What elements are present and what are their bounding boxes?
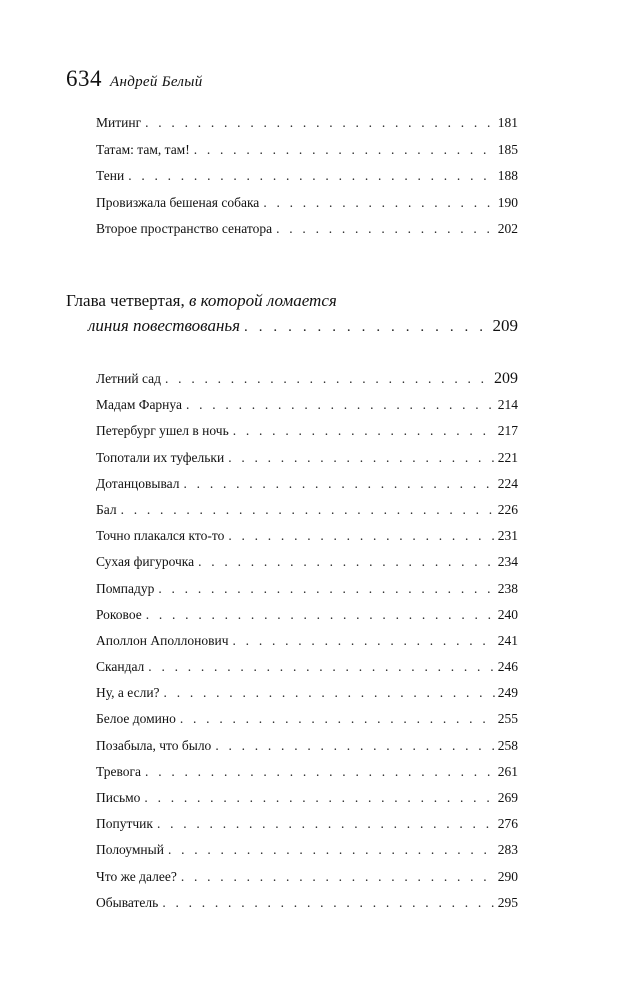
toc-entry-title: Летний сад bbox=[96, 371, 162, 386]
toc-entry-page-number: 258 bbox=[497, 737, 518, 753]
toc-entry bbox=[96, 680, 518, 706]
running-head bbox=[66, 66, 203, 92]
toc-entry bbox=[96, 864, 518, 890]
leader-dots bbox=[148, 654, 495, 680]
toc-entry-title: Петербург ушел в ночь bbox=[96, 423, 229, 439]
toc-entry bbox=[96, 628, 518, 654]
toc-entry-title: Бал bbox=[96, 501, 117, 517]
toc-entry-page-number: 221 bbox=[497, 449, 518, 465]
toc-entry bbox=[96, 759, 518, 785]
leader-dots bbox=[121, 497, 496, 523]
toc-entry-page-number: 231 bbox=[497, 528, 518, 544]
toc-entry bbox=[96, 216, 518, 243]
leader-dots bbox=[184, 471, 496, 497]
chapter-prefix: Глава четвертая, bbox=[66, 291, 185, 310]
toc-entry-page-number: 181 bbox=[497, 115, 518, 130]
leader-dots bbox=[164, 680, 496, 706]
toc-section-2 bbox=[96, 366, 518, 916]
toc-entry bbox=[96, 785, 518, 811]
leader-dots bbox=[228, 523, 495, 549]
leader-dots bbox=[180, 706, 496, 732]
toc-entry bbox=[96, 392, 518, 418]
toc-entry bbox=[96, 190, 518, 217]
leader-dots bbox=[276, 216, 496, 243]
toc-entry-title: Митинг bbox=[96, 115, 142, 130]
toc-entry bbox=[96, 497, 518, 523]
toc-entry-page-number: 249 bbox=[497, 685, 518, 701]
toc-entry-page-number: 202 bbox=[497, 221, 518, 236]
leader-dots bbox=[145, 110, 496, 137]
toc-entry-title: Письмо bbox=[96, 790, 141, 805]
toc-entry bbox=[96, 445, 518, 471]
leader-dots bbox=[198, 549, 496, 575]
toc-entry-page-number: 190 bbox=[497, 194, 518, 210]
leader-dots bbox=[146, 602, 496, 628]
leader-dots bbox=[157, 811, 496, 837]
toc-entry-page-number: 246 bbox=[497, 659, 518, 675]
leader-dots bbox=[128, 163, 496, 190]
chapter-subtitle-part2: линия повествованья bbox=[88, 316, 241, 335]
toc-entry-page-number: 185 bbox=[497, 141, 518, 157]
leader-dots bbox=[168, 837, 496, 863]
toc-entry-page-number: 226 bbox=[497, 501, 518, 517]
toc-entry-page-number: 209 bbox=[494, 370, 518, 387]
toc-entry bbox=[96, 706, 518, 732]
toc-entry-title: Тени bbox=[96, 168, 125, 183]
leader-dots bbox=[194, 137, 496, 164]
toc-entry bbox=[96, 523, 518, 549]
leader-dots bbox=[145, 759, 496, 785]
toc-entry-title: Полоумный bbox=[96, 842, 164, 858]
toc-entry-title: Помпадур bbox=[96, 580, 155, 596]
leader-dots bbox=[144, 785, 495, 811]
toc-entry-title: Ну, а если? bbox=[96, 685, 160, 701]
toc-entry-page-number: 241 bbox=[497, 632, 518, 648]
toc-entry-page-number: 261 bbox=[497, 763, 518, 779]
toc-entry bbox=[96, 733, 518, 759]
toc-entry-title: Сухая фигурочка bbox=[96, 554, 195, 570]
toc-entry-page-number: 224 bbox=[497, 475, 518, 491]
toc-entry-title: Позабыла, что было bbox=[96, 737, 212, 753]
toc-entry-page-number: 238 bbox=[497, 580, 518, 596]
toc-entry bbox=[96, 366, 518, 392]
page-number: 634 bbox=[66, 66, 102, 91]
leader-dots bbox=[244, 315, 490, 340]
chapter-heading-line1 bbox=[66, 288, 518, 313]
toc-entry bbox=[96, 110, 518, 137]
toc-entry-title: Попутчик bbox=[96, 816, 153, 832]
author-name: Андрей Белый bbox=[110, 74, 203, 90]
toc-entry bbox=[96, 137, 518, 164]
chapter-page-number: 209 bbox=[492, 316, 518, 335]
leader-dots bbox=[233, 418, 496, 444]
toc-entry bbox=[96, 837, 518, 863]
toc-entry-title: Тревога bbox=[96, 763, 142, 779]
toc-entry bbox=[96, 654, 518, 680]
toc-entry-title: Дотанцовывал bbox=[96, 475, 180, 491]
toc-entry-page-number: 295 bbox=[497, 894, 518, 910]
leader-dots bbox=[162, 890, 495, 916]
leader-dots bbox=[263, 190, 495, 217]
toc-entry-title: Мадам Фарнуа bbox=[96, 397, 182, 413]
toc-entry-title: Провизжала бешеная собака bbox=[96, 194, 260, 210]
chapter-heading bbox=[66, 288, 518, 340]
toc-entry-page-number: 240 bbox=[497, 606, 518, 622]
toc-entry-title: Аполлон Аполлонович bbox=[96, 632, 229, 648]
leader-dots bbox=[228, 445, 496, 471]
toc-entry-title: Второе пространство сенатора bbox=[96, 221, 273, 236]
toc-entry-title: Татам: там, там! bbox=[96, 141, 190, 157]
toc-entry-page-number: 283 bbox=[497, 842, 518, 858]
leader-dots bbox=[158, 576, 495, 602]
toc-entry bbox=[96, 890, 518, 916]
leader-dots bbox=[181, 864, 496, 890]
leader-dots bbox=[215, 733, 495, 759]
chapter-heading-line2 bbox=[66, 313, 518, 340]
toc-entry bbox=[96, 602, 518, 628]
toc-entry-page-number: 269 bbox=[497, 790, 518, 805]
toc-entry bbox=[96, 471, 518, 497]
toc-entry-title: Что же далее? bbox=[96, 868, 177, 884]
toc-entry bbox=[96, 418, 518, 444]
toc-entry-title: Топотали их туфельки bbox=[96, 449, 225, 465]
toc-section-1 bbox=[96, 110, 518, 243]
toc-entry-page-number: 217 bbox=[497, 423, 518, 439]
toc-entry-title: Точно плакался кто-то bbox=[96, 528, 225, 544]
toc-entry-page-number: 290 bbox=[497, 868, 518, 884]
leader-dots bbox=[186, 392, 496, 418]
toc-entry bbox=[96, 549, 518, 575]
toc-entry bbox=[96, 163, 518, 190]
toc-entry-page-number: 214 bbox=[497, 397, 518, 413]
leader-dots bbox=[233, 628, 496, 654]
toc-entry-page-number: 276 bbox=[497, 816, 518, 832]
leader-dots bbox=[165, 366, 492, 392]
toc-entry-title: Обыватель bbox=[96, 894, 159, 910]
toc-entry-title: Скандал bbox=[96, 659, 145, 675]
toc-entry bbox=[96, 811, 518, 837]
toc-entry-page-number: 255 bbox=[497, 711, 518, 727]
toc-entry-title: Белое домино bbox=[96, 711, 176, 727]
toc-entry-title: Роковое bbox=[96, 606, 142, 622]
toc-entry-page-number: 188 bbox=[497, 168, 518, 183]
chapter-subtitle-part1: в которой ломается bbox=[188, 291, 337, 310]
toc-entry-page-number: 234 bbox=[497, 554, 518, 570]
toc-entry bbox=[96, 576, 518, 602]
